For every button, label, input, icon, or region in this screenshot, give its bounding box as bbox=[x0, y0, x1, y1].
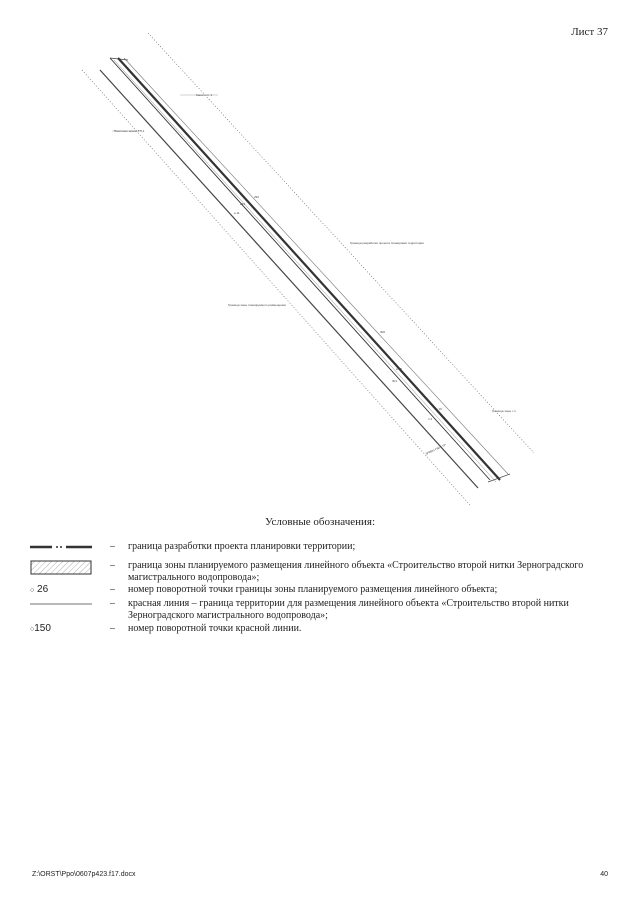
point-number: 293 bbox=[240, 202, 246, 206]
footer-file-path: Z:\ORST\Ppo\0607p423.f17.docx bbox=[32, 871, 136, 878]
point-number: 300 bbox=[380, 330, 386, 334]
footer-page-number: 40 bbox=[600, 871, 608, 878]
zone-boundary-line-2 bbox=[118, 58, 500, 480]
red-line-symbol bbox=[30, 598, 94, 610]
legend-title: Условные обозначения: bbox=[264, 516, 376, 528]
zone-boundary-line-3 bbox=[124, 58, 508, 474]
plan-label: Канал т.п. 1 bbox=[196, 93, 213, 97]
zone-hatch-symbol bbox=[30, 560, 94, 576]
legend-text: номер поворотной точки красной линии. bbox=[128, 623, 302, 634]
point-number: а 19 bbox=[436, 407, 442, 411]
point-number: а 11 bbox=[234, 211, 240, 215]
project-boundary-symbol bbox=[30, 541, 94, 553]
zone-point-symbol: ○ 26 bbox=[30, 584, 49, 595]
plan-label: Граница разработки проекта планировки территории bbox=[350, 241, 424, 245]
project-boundary-left bbox=[82, 70, 470, 505]
sheet-number: Лист 37 bbox=[571, 26, 608, 38]
plan-label: ЗРМВ1-ПМТ-ТР bbox=[424, 442, 447, 456]
red-line bbox=[114, 60, 496, 482]
end-cap-bottom bbox=[488, 474, 510, 482]
plan-label: Граница зоны т.п. bbox=[492, 409, 517, 413]
red-line-point-symbol: ○150 bbox=[30, 623, 51, 634]
plan-label: Пахотные земли ТП-1 bbox=[114, 129, 145, 133]
point-number: а 18 bbox=[396, 367, 402, 371]
legend-text: красная линия – граница территории для размещения линейного объекта «Строительство второй нитки Зерноградского магистрального водопровода»; bbox=[128, 598, 569, 621]
legend-text: граница зоны планируемого размещения линейного объекта «Строительство второй нитки Зерноградского магистрального водопровода»; bbox=[128, 560, 584, 583]
legend-text: граница разработки проекта планировки территории; bbox=[128, 541, 356, 552]
point-number: п 2 bbox=[428, 417, 433, 421]
point-number: 301 bbox=[392, 379, 398, 383]
point-number: 292 bbox=[254, 195, 260, 199]
zone-boundary-line-1 bbox=[110, 58, 490, 480]
legend-text: номер поворотной точки границы зоны планируемого размещения линейного объекта; bbox=[128, 584, 498, 595]
plan-label: Граница зоны планируемого размещения bbox=[228, 303, 286, 307]
pipeline-axis bbox=[100, 70, 478, 488]
